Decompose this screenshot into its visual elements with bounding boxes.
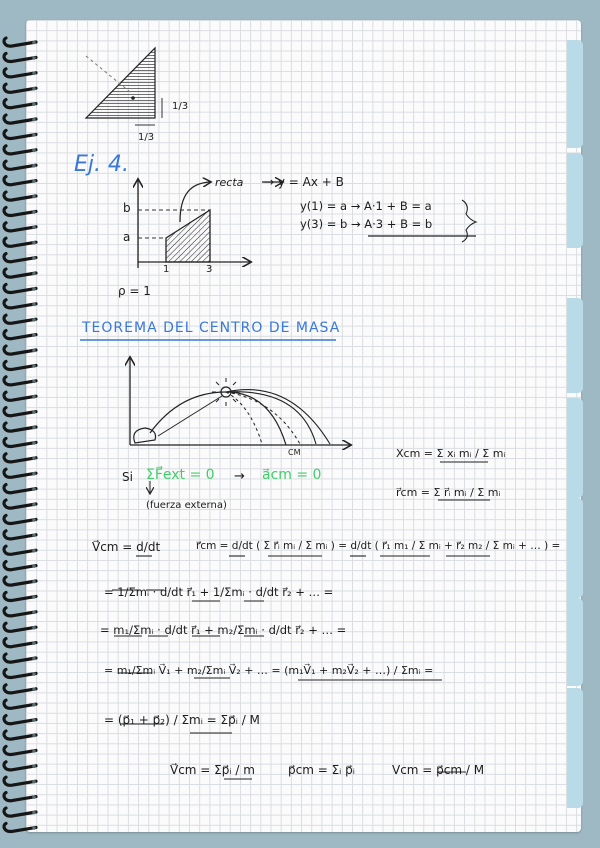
cm-label: CM — [288, 448, 301, 457]
equation-1: y(1) = a → A·1 + B = a — [300, 199, 432, 213]
vcm-result: V⃗cm = Σp⃗ᵢ / m — [170, 763, 255, 777]
line-equation: → y = Ax + B — [264, 175, 344, 189]
shaded-triangle — [86, 48, 162, 125]
axis-label-a: a — [123, 230, 131, 244]
vcm-final: Vcm = p⃗cm / M — [392, 763, 485, 777]
pcm-result: p⃗cm = Σᵢ p⃗ᵢ — [288, 763, 355, 777]
recta-label: recta — [215, 176, 244, 189]
example-label: Ej. 4. — [74, 152, 129, 177]
derivation-line-1a: V⃗cm = d/dt — [92, 540, 161, 554]
triangle-label-bottom: 1/3 — [138, 132, 155, 143]
implies-arrow: → — [234, 469, 245, 484]
section-title: TEOREMA DEL CENTRO DE MASA — [82, 320, 341, 336]
derivation-line-2: = 1/Σmᵢ · d/dt r⃗₁ + 1/Σmᵢ · d/dt r⃗₂ + … = — [104, 585, 334, 599]
derivation-line-3: = m₁/Σmᵢ · d/dt r⃗₁ + m₂/Σmᵢ · d/dt r⃗₂ + … = — [100, 623, 347, 637]
derivation-line-4: = m₁/Σmᵢ V⃗₁ + m₂/Σmᵢ V⃗₂ + … = (m₁V⃗₁ + m₂V⃗₂ + …) / Σmᵢ = — [104, 664, 434, 677]
sum-fext-zero: ΣF⃗ext = 0 — [146, 467, 215, 483]
rcm-formula: r⃗cm = Σ r⃗ᵢ mᵢ / Σ mᵢ — [396, 486, 501, 499]
xcm-formula: Xcm = Σ xᵢ mᵢ / Σ mᵢ — [396, 447, 506, 460]
equation-2: y(3) = b → A·3 + B = b — [300, 217, 433, 231]
si-label: Si — [122, 470, 133, 484]
density-label: ρ = 1 — [118, 284, 151, 298]
tick-1: 1 — [163, 264, 170, 275]
derivation-line-5: = (p⃗₁ + p⃗₂) / Σmᵢ = Σp⃗ᵢ / M — [104, 713, 260, 727]
external-force-note: (fuerza externa) — [146, 500, 227, 511]
derivation-line-1b: r⃗cm = d/dt ( Σ r⃗ᵢ mᵢ / Σ mᵢ ) = d/dt ( r⃗₁ m₁ / Σ mᵢ + r⃗₂ m₂ / Σ mᵢ + … ) = — [196, 540, 561, 552]
triangle-label-right: 1/3 — [172, 101, 189, 112]
acm-zero: a⃗cm = 0 — [262, 467, 322, 483]
tick-3: 3 — [206, 264, 213, 275]
axis-label-b: b — [123, 201, 131, 215]
